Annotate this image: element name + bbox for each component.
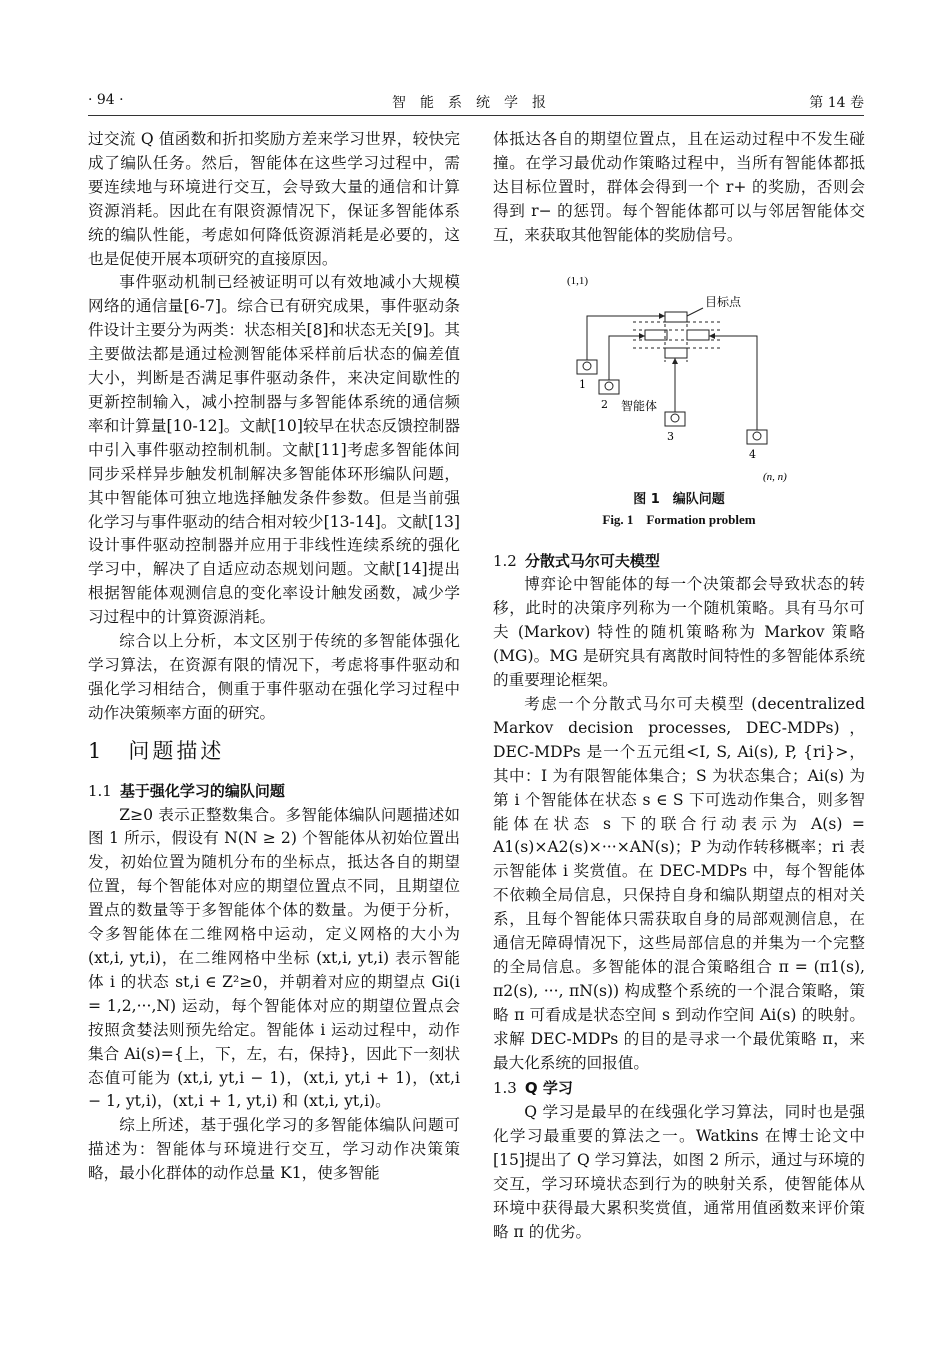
formation-diagram — [493, 250, 865, 490]
target-box — [665, 312, 687, 322]
subsection-number: 1.2 — [493, 551, 517, 570]
target-points — [645, 312, 709, 358]
journal-title: 智能系统学报 — [392, 95, 560, 111]
corner-label-top: (1,1) — [567, 274, 589, 287]
volume-label: 第 14 卷 — [809, 95, 864, 111]
paragraph: 综上所述，基于强化学习的多智能体编队问题可描述为：智能体与环境进行交互，学习动作决策策略，最小化群体的动作总量 K1，使多智能 — [88, 1116, 460, 1183]
paragraph: 博弈论中智能体的每一个决策都会导致状态的转移，此时的决策序列称为一个随机策略。具有马尔可夫 (Markov) 特性的随机策略称为 Markov 策略 (MG)。MG 是研究具有离散时间特性的多智能体系统的重要理论框架。 — [493, 575, 865, 690]
subsection-number: 1.1 — [88, 781, 112, 800]
paragraph: 综合以上分析，本文区别于传统的多智能体强化学习算法，在资源有限的情况下，考虑将事件驱动和强化学习相结合，侧重于事件驱动在强化学习过程中动作决策频率方面的研究。 — [88, 632, 460, 722]
subsection-heading — [88, 780, 460, 804]
left-column — [88, 128, 460, 1186]
agent-id: 2 — [601, 397, 608, 411]
agent-label: 智能体 — [621, 398, 658, 413]
agent-icon — [599, 380, 619, 394]
header-rule — [88, 115, 864, 116]
subsection-title: 分散式马尔可夫模型 — [524, 551, 660, 570]
agent-id: 3 — [667, 429, 674, 443]
target-box — [645, 330, 667, 340]
section-heading: 1 问题描述 — [88, 738, 225, 763]
page-number: · 94 · — [88, 92, 124, 108]
agent-id: 1 — [579, 377, 586, 391]
target-box — [687, 330, 709, 340]
paragraph: Q 学习是最早的在线强化学习算法，同时也是强化学习最重要的算法之一。Watkins 在博士论文中[15]提出了 Q 学习算法，如图 2 所示，通过与环境的交互，学习环境状态到行为的映射关系，使智能体从环境中获得最大累积奖赏值，通常用值函数来评价策略 π 的优劣。 — [493, 1103, 865, 1241]
figure-caption-en: Fig. 1 Formation problem — [602, 511, 756, 527]
agent-icon — [577, 360, 597, 374]
paragraph: 过交流 Q 值函数和折扣奖励方差来学习世界，较快完成了编队任务。然后，智能体在这些学习过程中，需要连续地与环境进行交互，会导致大量的通信和计算资源消耗。因此在有限资源情况下，保证多智能体系统的编队性能，考虑如何降低资源消耗是必要的，这也是促使开展本项研究的直接原因。 — [88, 130, 460, 268]
agent-icon — [665, 412, 685, 426]
paragraph: 考虑一个分散式马尔可夫模型 (decentralized Markov decision processes, DEC-MDPs)，DEC-MDPs 是一个五元组<I, S, Ai(s), P, {ri}>，其中：I 为有限智能体集合；S 为状态集合；Ai(s) 为第 i 个智能体在状态 s ∈ S 下可选动作集合，则多智能体在状态 s 下的联合行动表示为 A(s) = A1(s)×A2(s)×···×AN(s)；P 为动作转移概率；ri 表示智能体 i 奖赏值。在 DEC-MDPs 中，每个智能体不依赖全局信息，只保持自身和编队期望点的相对关系，且每个智能体只需获取自身的局部观测信息，在通信无障碍情况下，这些局部信息的并集为一个完整的全局信息。多智能体的混合策略组合 π = (π1(s), π2(s), ···, πN(s)) 构成整个系统的一个混合策略，策略 π 可看成是状态空间 s 到动作空间 Ai(s) 的映射。求解 DEC-MDPs 的目的是寻求一个最优策略 π，来最大化系统的回报值。 — [493, 694, 865, 1072]
paragraph: Z≥0 表示正整数集合。多智能体编队问题描述如图 1 所示，假设有 N(N ≥ 2) 个智能体从初始位置出发，初始位置为随机分布的坐标点，抵达各自的期望位置，每个智能体对应的期望位置点不同，且期望位置点的数量等于多智能体个体的数量。为便于分析，令多智能体在二维网格中运动，定义网格的大小为 (xt,i, yt,i)，在二维网格中坐标 (xt,i, yt,i) 表示智能体 i 的状态 st,i ∈ Z²≥0，并朝着对应的期望点 Gi(i = 1,2,···,N) 运动，每个智能体对应的期望位置点会按照贪婪法则预先给定。智能体 i 运动过程中，动作集合 Ai(s)={上，下，左，右，保持}，因此下一刻状态值可能为 (xt,i, yt,i − 1)，(xt,i, yt,i + 1)，(xt,i − 1, yt,i)，(xt,i + 1, yt,i) 和 (xt,i, yt,i)。 — [88, 805, 460, 1111]
target-box — [665, 348, 687, 358]
subsection-title: Q 学习 — [524, 1079, 573, 1098]
right-column — [493, 128, 865, 1245]
corner-label-bottom: (n, n) — [763, 470, 787, 483]
agent-id: 4 — [749, 447, 756, 461]
paragraph: 体抵达各自的期望位置点，且在运动过程中不发生碰撞。在学习最优动作策略过程中，当所有智能体都抵达目标位置时，群体会得到一个 r+ 的奖励，否则会得到 r− 的惩罚。每个智能体都可以与邻居智能体交互，来获取其他智能体的奖励信号。 — [493, 130, 865, 244]
figure-formation — [493, 250, 865, 527]
target-point-label: 目标点 — [705, 294, 742, 309]
paragraph: 事件驱动机制已经被证明可以有效地减小大规模网络的通信量[6-7]。综合已有研究成果，事件驱动条件设计主要分为两类：状态相关[8]和状态无关[9]。其主要做法都是通过检测智能体采样前后状态的偏差值大小，判断是否满足事件驱动条件，来决定间歇性的更新控制输入，减小控制器与多智能体系统的通信频率和计算量[10-12]。文献[10]较早在状态反馈控制器中引入事件驱动控制机制。文献[11]考虑多智能体间同步采样异步触发机制解决多智能体环形编队问题，其中智能体可独立地选择触发条件参数。但是当前强化学习与事件驱动的结合相对较少[13-14]。文献[13]设计事件驱动控制器并应用于非线性连续系统的强化学习中，解决了自适应动态规划问题。文献[14]提出根据智能体观测信息的变化率设计触发函数，减少学习过程中的计算资源消耗。 — [88, 273, 460, 627]
agent-icon — [747, 430, 767, 444]
figure-caption-cn: 图 1 编队问题 — [633, 491, 725, 507]
subsection-heading — [493, 550, 865, 574]
subsection-number: 1.3 — [493, 1079, 517, 1098]
page-header — [88, 92, 864, 110]
subsection-title: 基于强化学习的编队问题 — [119, 781, 285, 800]
subsection-heading — [493, 1077, 865, 1101]
